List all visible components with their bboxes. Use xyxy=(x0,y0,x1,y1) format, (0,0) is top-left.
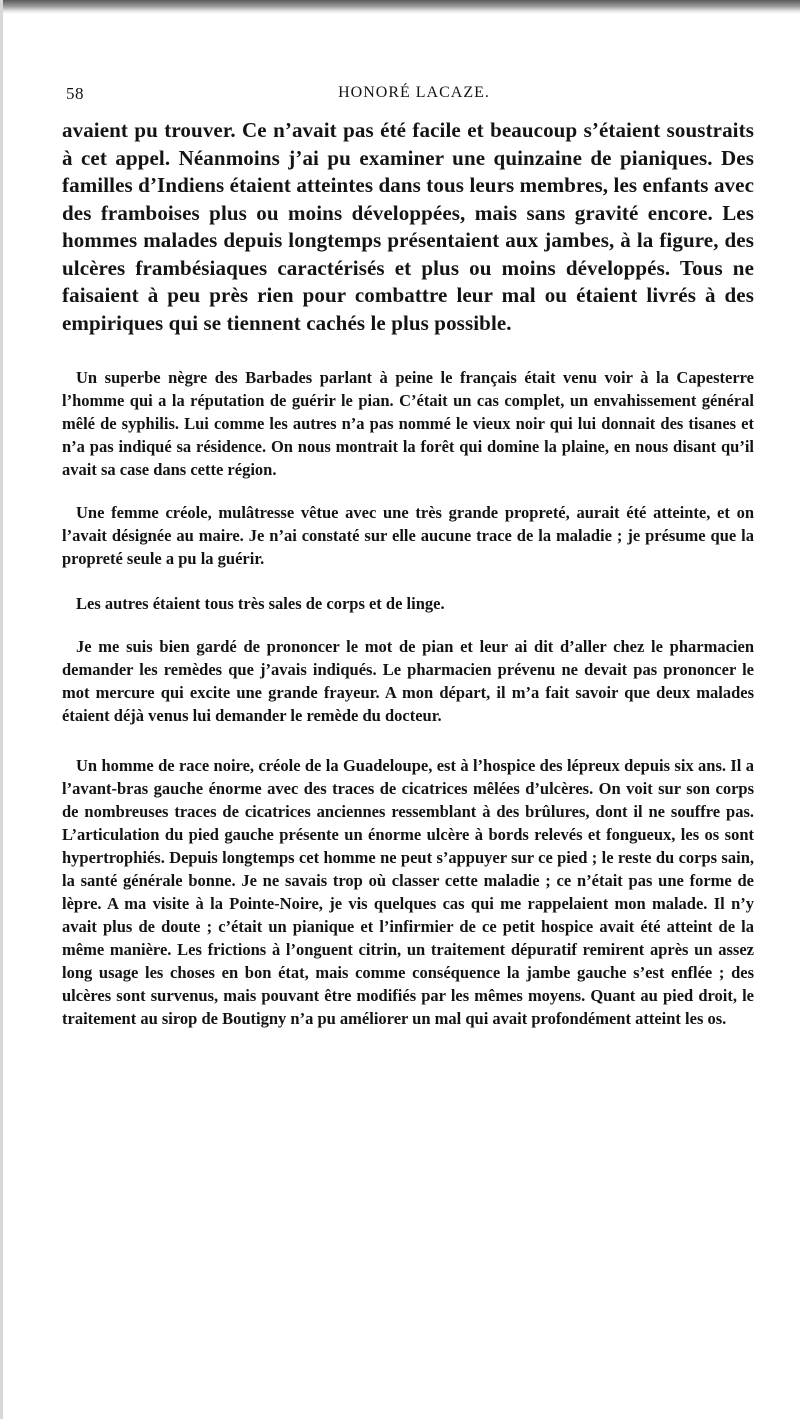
paragraph-pharmacist: Je me suis bien gardé de prononcer le mot de pian et leur ai dit d’aller chez le pharmacien demander les remèdes que j’avais indiqués. Le pharmacien prévenu ne devait pas prononcer le mot mercure qui excite une grande frayeur. A mon départ, il m’a fait savoir que deux malades étaient déjà venus lui demander le remède du docteur. xyxy=(62,637,754,725)
page-number: 58 xyxy=(66,84,84,103)
paragraph-others: Les autres étaient tous très sales de corps et de linge. xyxy=(76,594,445,613)
paragraph-guadeloupe-patient: Un homme de race noire, créole de la Guadeloupe, est à l’hospice des lépreux depuis six ans. Il a l’avant-bras gauche énorme avec des traces de cicatrices mêlées d’ulcères. On voit sur son corps de nombreuses traces de cicatrices anciennes ressemblant à des brûlures, dont il ne souffre pas. L’articulation du pied gauche présente un énorme ulcère à bords relevés et fongueux, les os sont hypertrophiés. Depuis longtemps cet homme ne peut s’appuyer sur ce pied ; le reste du corps sain, la santé générale bonne. Je ne savais trop où classer cette maladie ; ce n’était pas une forme de lèpre. A ma visite à la Pointe-Noire, je vis quelques cas qui me rappelaient mon malade. Il n’y avait plus de doute ; c’était un pianique et l’infirmier de ce petit hospice avait été atteint de la même manière. Les frictions à l’onguent citrin, un traitement dépuratif remirent après un assez long usage les choses en bon état, mais comme conséquence la jambe gauche s’est enflée ; des ulcères sont survenus, mais pouvant être modifiés par les mêmes moyens. Quant au pied droit, le traitement au sirop de Boutigny n’a pu améliorer un mal qui avait profondément atteint les os. xyxy=(62,756,754,1028)
paragraph-creole-woman: Une femme créole, mulâtresse vêtue avec une très grande propreté, aurait été atteinte, et on l’avait désignée au maire. Je n’ai constaté sur elle aucune trace de la maladie ; je présume que la propreté seule a pu la guérir. xyxy=(62,503,754,568)
paragraph-intro: avaient pu trouver. Ce n’avait pas été facile et beaucoup s’étaient soustraits à cet appel. Néanmoins j’ai pu examiner une quinzaine de pianiques. Des familles d’Indiens étaient atteintes dans tous leurs membres, les enfants avec des framboises plus ou moins développées, mais sans gravité encore. Les hommes malades depuis longtemps présentaient aux jambes, à la figure, des ulcères frambésiaques caractérisés et plus ou moins développés. Tous ne faisaient à peu près rien pour combattre leur mal ou étaient livrés à des empiriques qui se tiennent cachés le plus possible. xyxy=(62,118,754,335)
scan-left-edge xyxy=(0,0,3,1419)
scan-top-edge xyxy=(0,0,800,14)
paragraph-barbados-patient: Un superbe nègre des Barbades parlant à peine le français était venu voir à la Capesterre l’homme qui a la réputation de guérir le pian. C’était un cas complet, un envahissement général mêlé de syphilis. Lui comme les autres n’a pas nommé le vieux noir qui lui donnait des tisanes et n’a pas indiqué sa résidence. On nous montrait la forêt qui domine la plaine, en nous disant qu’il avait sa case dans cette région. xyxy=(62,368,754,479)
body-text xyxy=(62,117,754,1030)
page-header xyxy=(66,84,750,108)
running-title: HONORÉ LACAZE. xyxy=(338,84,490,101)
